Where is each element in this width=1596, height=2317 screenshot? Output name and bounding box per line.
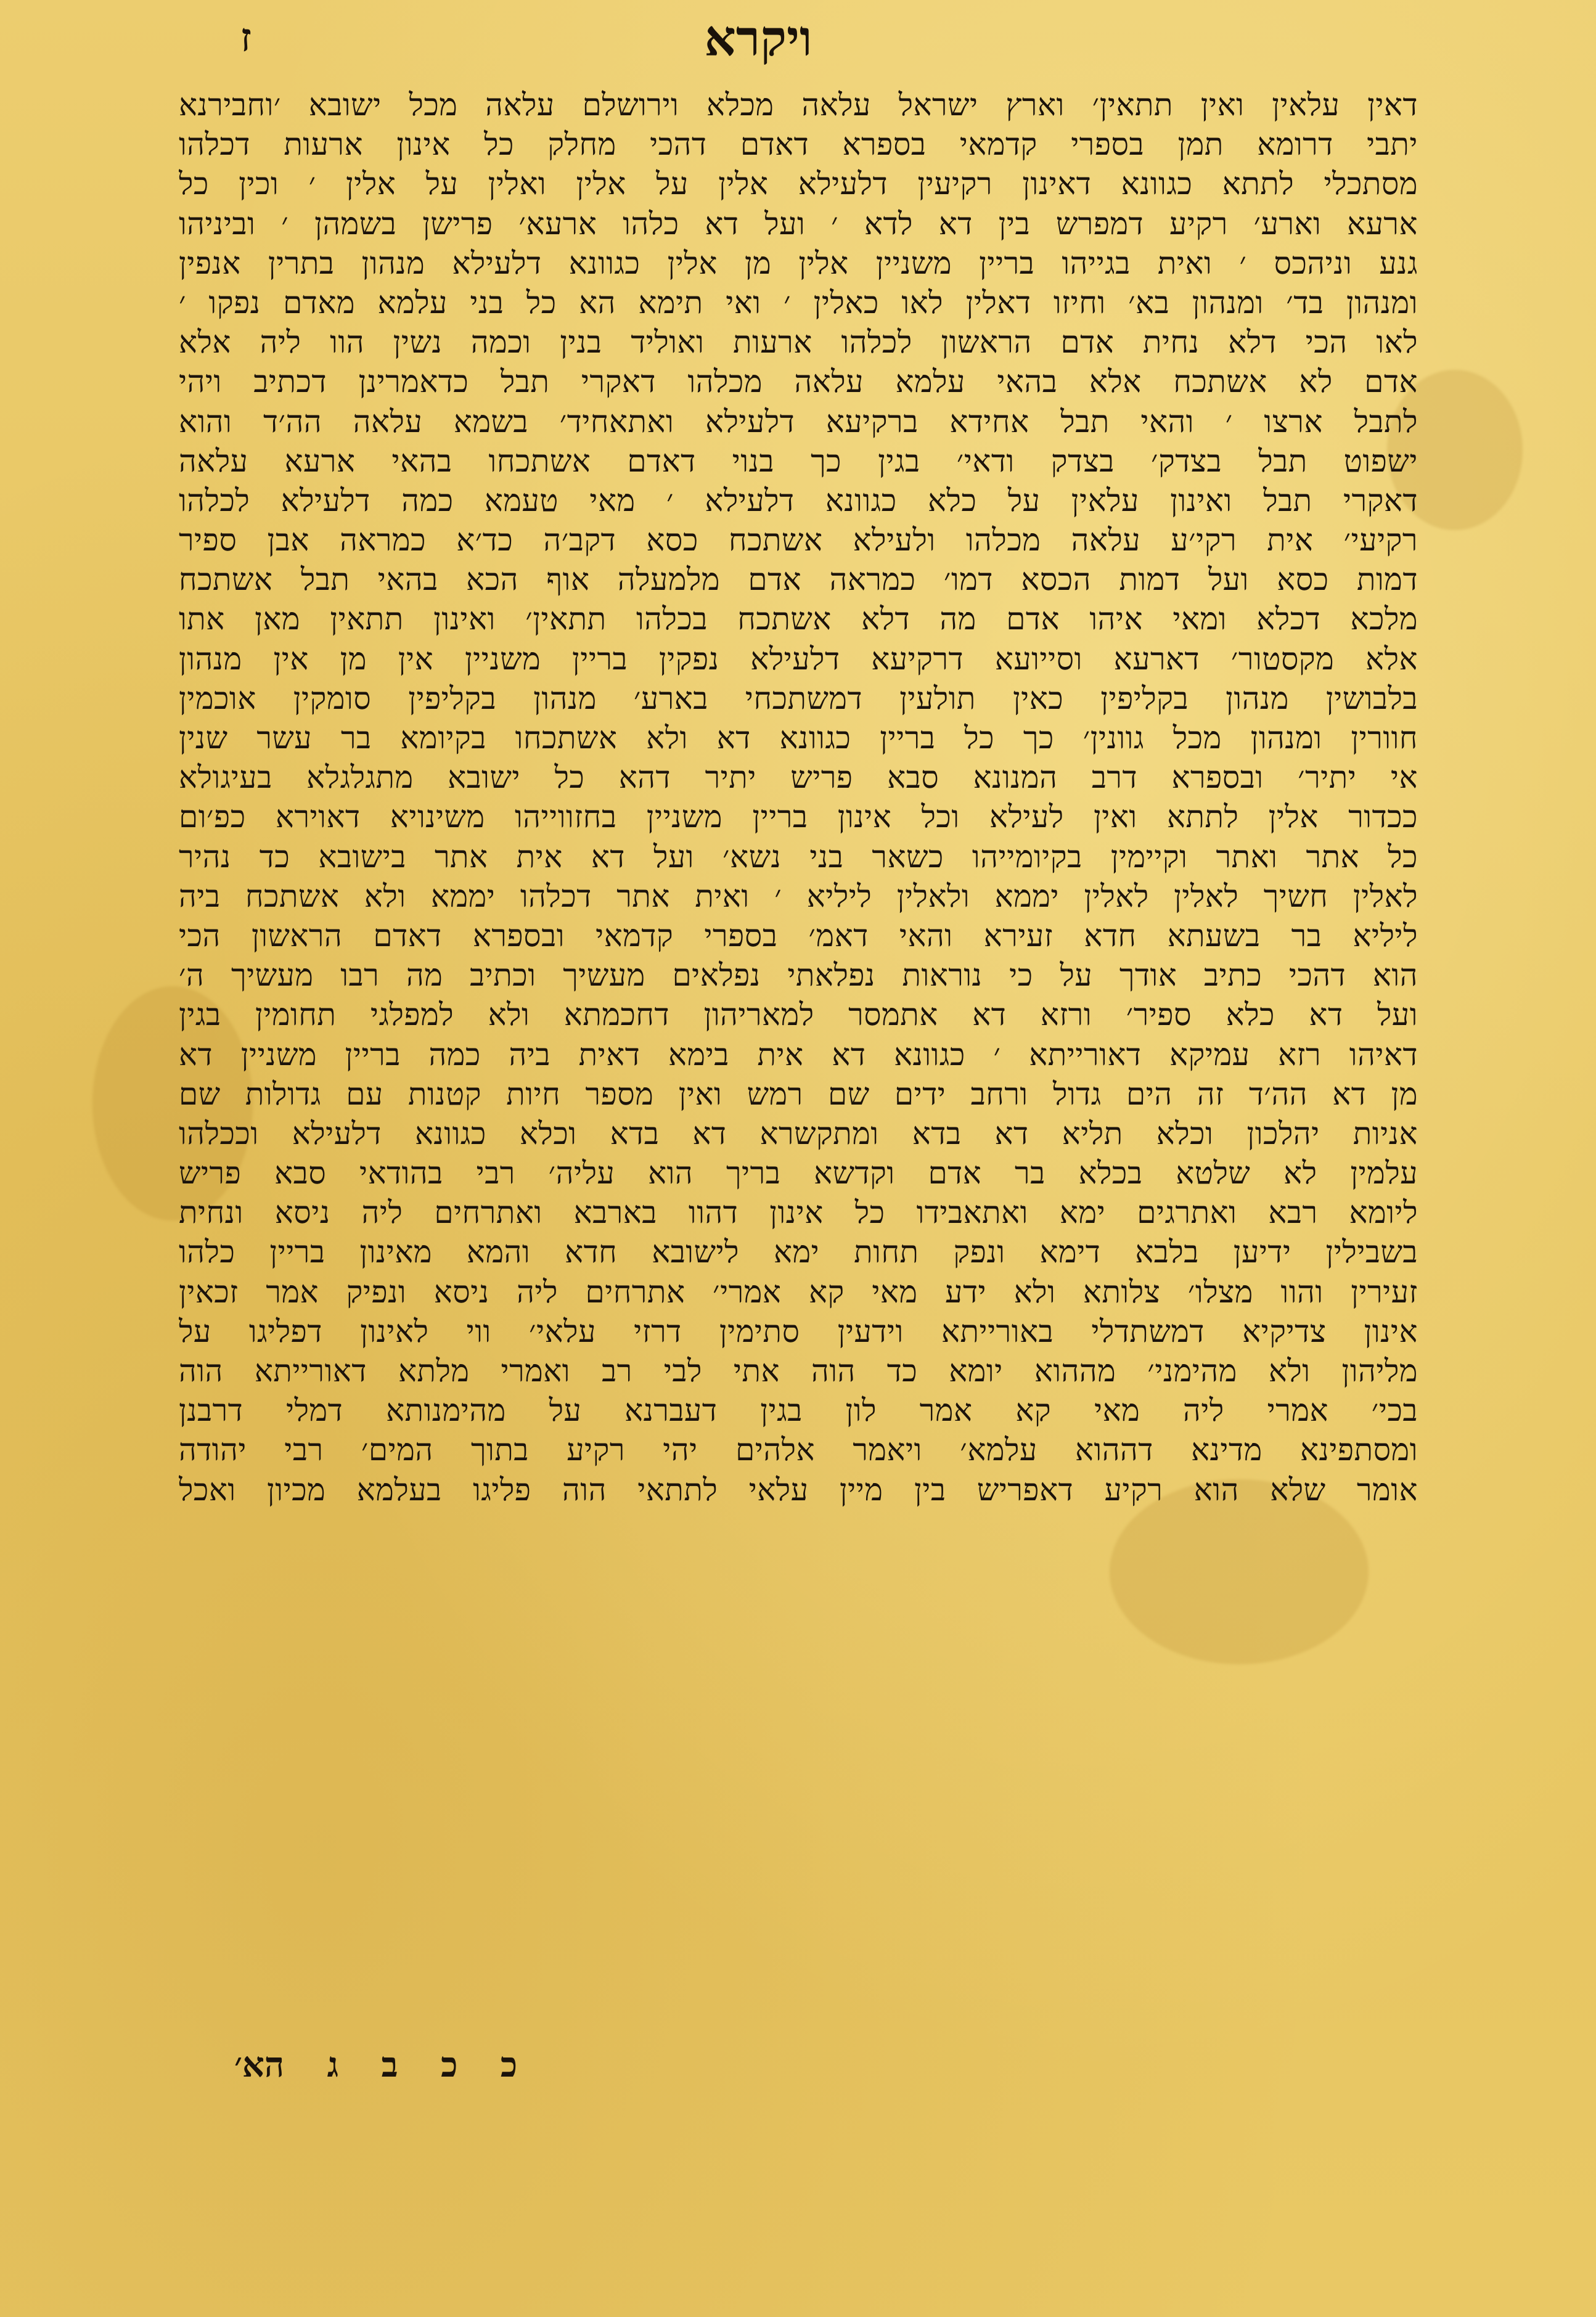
text-line: רקיעי׳ אית רקי׳ע עלאה מכלהו ולעילא אשתכח כסא דקב׳ה כד׳א כמראה אבן ספיר xyxy=(179,522,1418,558)
text-line: ככדור אלין לתתא ואין לעילא וכל אינון בריין משניין בחזווייהו משינויא דאוירא כפ׳ום xyxy=(179,799,1418,835)
text-line: ישפוט תבל בצדק׳ בצדק ודאי׳ בגין כך בנוי דאדם אשתכחו בהאי ארעא עלאה xyxy=(179,443,1418,479)
text-line: מסתכלי לתתא כגוונא דאינון רקיעין דלעילא אלין על אלין ואלין על אלין ׳ וכין כל xyxy=(179,166,1418,202)
text-line: לאו הכי דלא נחית אדם הראשון לכלהו ארעות ואוליד בנין וכמה נשין הוו ליה אלא xyxy=(179,324,1418,361)
text-line: בשבילין ידיען בלבא דימא ונפק תחות ימא לישובא חדא והמא מאינון בריין כלהו xyxy=(179,1234,1418,1270)
text-line: אינון צדיקיא דמשתדלי באורייתא וידעין סתימין דרזי עלאי׳ ווי לאינון דפליגו על xyxy=(179,1313,1418,1349)
folio-number: ז xyxy=(240,15,252,61)
text-line: אדם לא אשתכח אלא בהאי עלמא עלאה מכלהו דאקרי תבל כדאמרינן דכתיב ויהי xyxy=(179,364,1418,400)
text-line: לתבל ארצו ׳ והאי תבל אחידא ברקיעא דלעילא ואתאחיד׳ בשמא עלאה הה׳ד והוא xyxy=(179,403,1418,439)
text-line: אי יתיר׳ ובספרא דרב המנונא סבא פריש יתיר דהא כל ישובא מתגלגלא בעיגולא xyxy=(179,759,1418,796)
text-line: מן דא הה׳ד זה הים גדול ורחב ידים שם רמש ואין מספר חיות קטנות עם גדולות שם xyxy=(179,1076,1418,1112)
text-line: לאלין חשיך לאלין לאלין יממא ולאלין ליליא ׳ ואית אתר דכלהו יממא ולא אשתכח ביה xyxy=(179,878,1418,914)
text-line: בכי׳ אמרי ליה מאי קא אמר לון בגין דעברנא על מהימנותא דמלי דרבנן xyxy=(179,1392,1418,1429)
text-line: ארעא וארע׳ רקיע דמפרש בין דא לדא ׳ ועל דא כלהו ארעא׳ פרישן בשמהן ׳ וביניהו xyxy=(179,205,1418,242)
text-line: ליליא בר בשעתא חדא זעירא והאי דאמ׳ בספרי קדמאי ובספרא דאדם הראשון הכי xyxy=(179,917,1418,954)
text-line: דמות כסא ועל דמות הכסא דמו׳ כמראה אדם מלמעלה אוף הכא בהאי תבל אשתכח xyxy=(179,562,1418,598)
text-line: בלבושין מנהון בקליפין כאין תולעין דמשתכחי בארע׳ מנהון בקליפין סומקין אוכמין xyxy=(179,680,1418,716)
text-line: עלמין לא שלטא בכלא בר אדם וקדשא בריך הוא עליה׳ רבי בהודאי סבא פריש xyxy=(179,1155,1418,1191)
text-line: ועל דא כלא ספיר׳ ורזא דא אתמסר למאריהון דחכמתא ולא למפלגי תחומין בגין xyxy=(179,997,1418,1033)
running-title: ויקרא xyxy=(704,9,812,67)
text-line: דאין עלאין ואין תתאין׳ וארץ ישראל עלאה מכלא וירושלם עלאה מכל ישובא ׳וחבירנא xyxy=(179,87,1418,123)
text-line: ליומא רבא ואתרגים ימא ואתאבידו כל אינון דהוו בארבא ואתרחים ליה ניסא ונחית xyxy=(179,1195,1418,1231)
text-line: ומסתפינא מדינא דההוא עלמא׳ ויאמר אלהים יהי רקיע בתוך המים׳ רבי יהודה xyxy=(179,1432,1418,1468)
text-line: חוורין ומנהון מכל גוונין׳ כך כל בריין כגוונא דא ולא אשתכחו בקיומא בר עשר שנין xyxy=(179,720,1418,756)
text-line: הוא דהכי כתיב אודך על כי נוראות נפלאתי נפלאים מעשיך וכתיב מה רבו מעשיך ה׳ xyxy=(179,957,1418,994)
text-line: דאקרי תבל ואינון עלאין על כלא כגוונא דלעילא ׳ מאי טעמא כמה דלעילא לכלהו xyxy=(179,482,1418,518)
text-line: מליהון ולא מהימני׳ מההוא יומא כד הוה אתי לבי רב ואמרי מלתא דאורייתא הוה xyxy=(179,1353,1418,1389)
text-line: זעירין והוו מצלו׳ צלותא ולא ידע מאי קא אמרי׳ אתרחים ליה ניסא ונפיק אמר זכאין xyxy=(179,1273,1418,1310)
main-text-block xyxy=(179,85,1418,1510)
text-line: דאיהו רזא עמיקא דאורייתא ׳ כגוונא דא אית בימא דאית ביה כמה בריין משניין דא xyxy=(179,1036,1418,1073)
text-line: כל אתר ואתר וקיימין בקיומייהו כשאר בני נשא׳ ועל דא אית אתר בישובא כד נהיר xyxy=(179,838,1418,875)
text-line: מלכא דכלא ומאי איהו אדם מה דלא אשתכח בכלהו תתאין׳ ואינון תתאין מאן אתו xyxy=(179,601,1418,637)
text-line: גנע וניהכס ׳ ואית בגייהו בריין משניין אלין מן אלין כגוונא דלעילא מנהון בתרין אנפין xyxy=(179,245,1418,281)
text-line: אומר שלא הוא רקיע דאפריש בין מיין עלאי לתתאי הוה פליגו בעלמא מכיון ואכל xyxy=(179,1471,1418,1508)
text-line: אלא מקסטור׳ דארעא וסייועא דרקיעא דלעילא נפקין בריין משניין אין מן אין מנהון xyxy=(179,640,1418,677)
text-line: אניות יהלכון וכלא תליא דא בדא ומתקשרא דא בדא וכלא כגוונא דלעילא וככלהו xyxy=(179,1115,1418,1151)
text-line: ומנהון בד׳ ומנהון בא׳ וחיזו דאלין לאו כאלין ׳ ואי תימא הא כל בני עלמא מאדם נפקו ׳ xyxy=(179,284,1418,321)
catchwords: כ כ ב ג הא׳ xyxy=(234,2045,518,2085)
text-line: יתבי דרומא תמן בספרי קדמאי בספרא דאדם דהכי מחלק כל אינון ארעות דכלהו xyxy=(179,126,1418,163)
